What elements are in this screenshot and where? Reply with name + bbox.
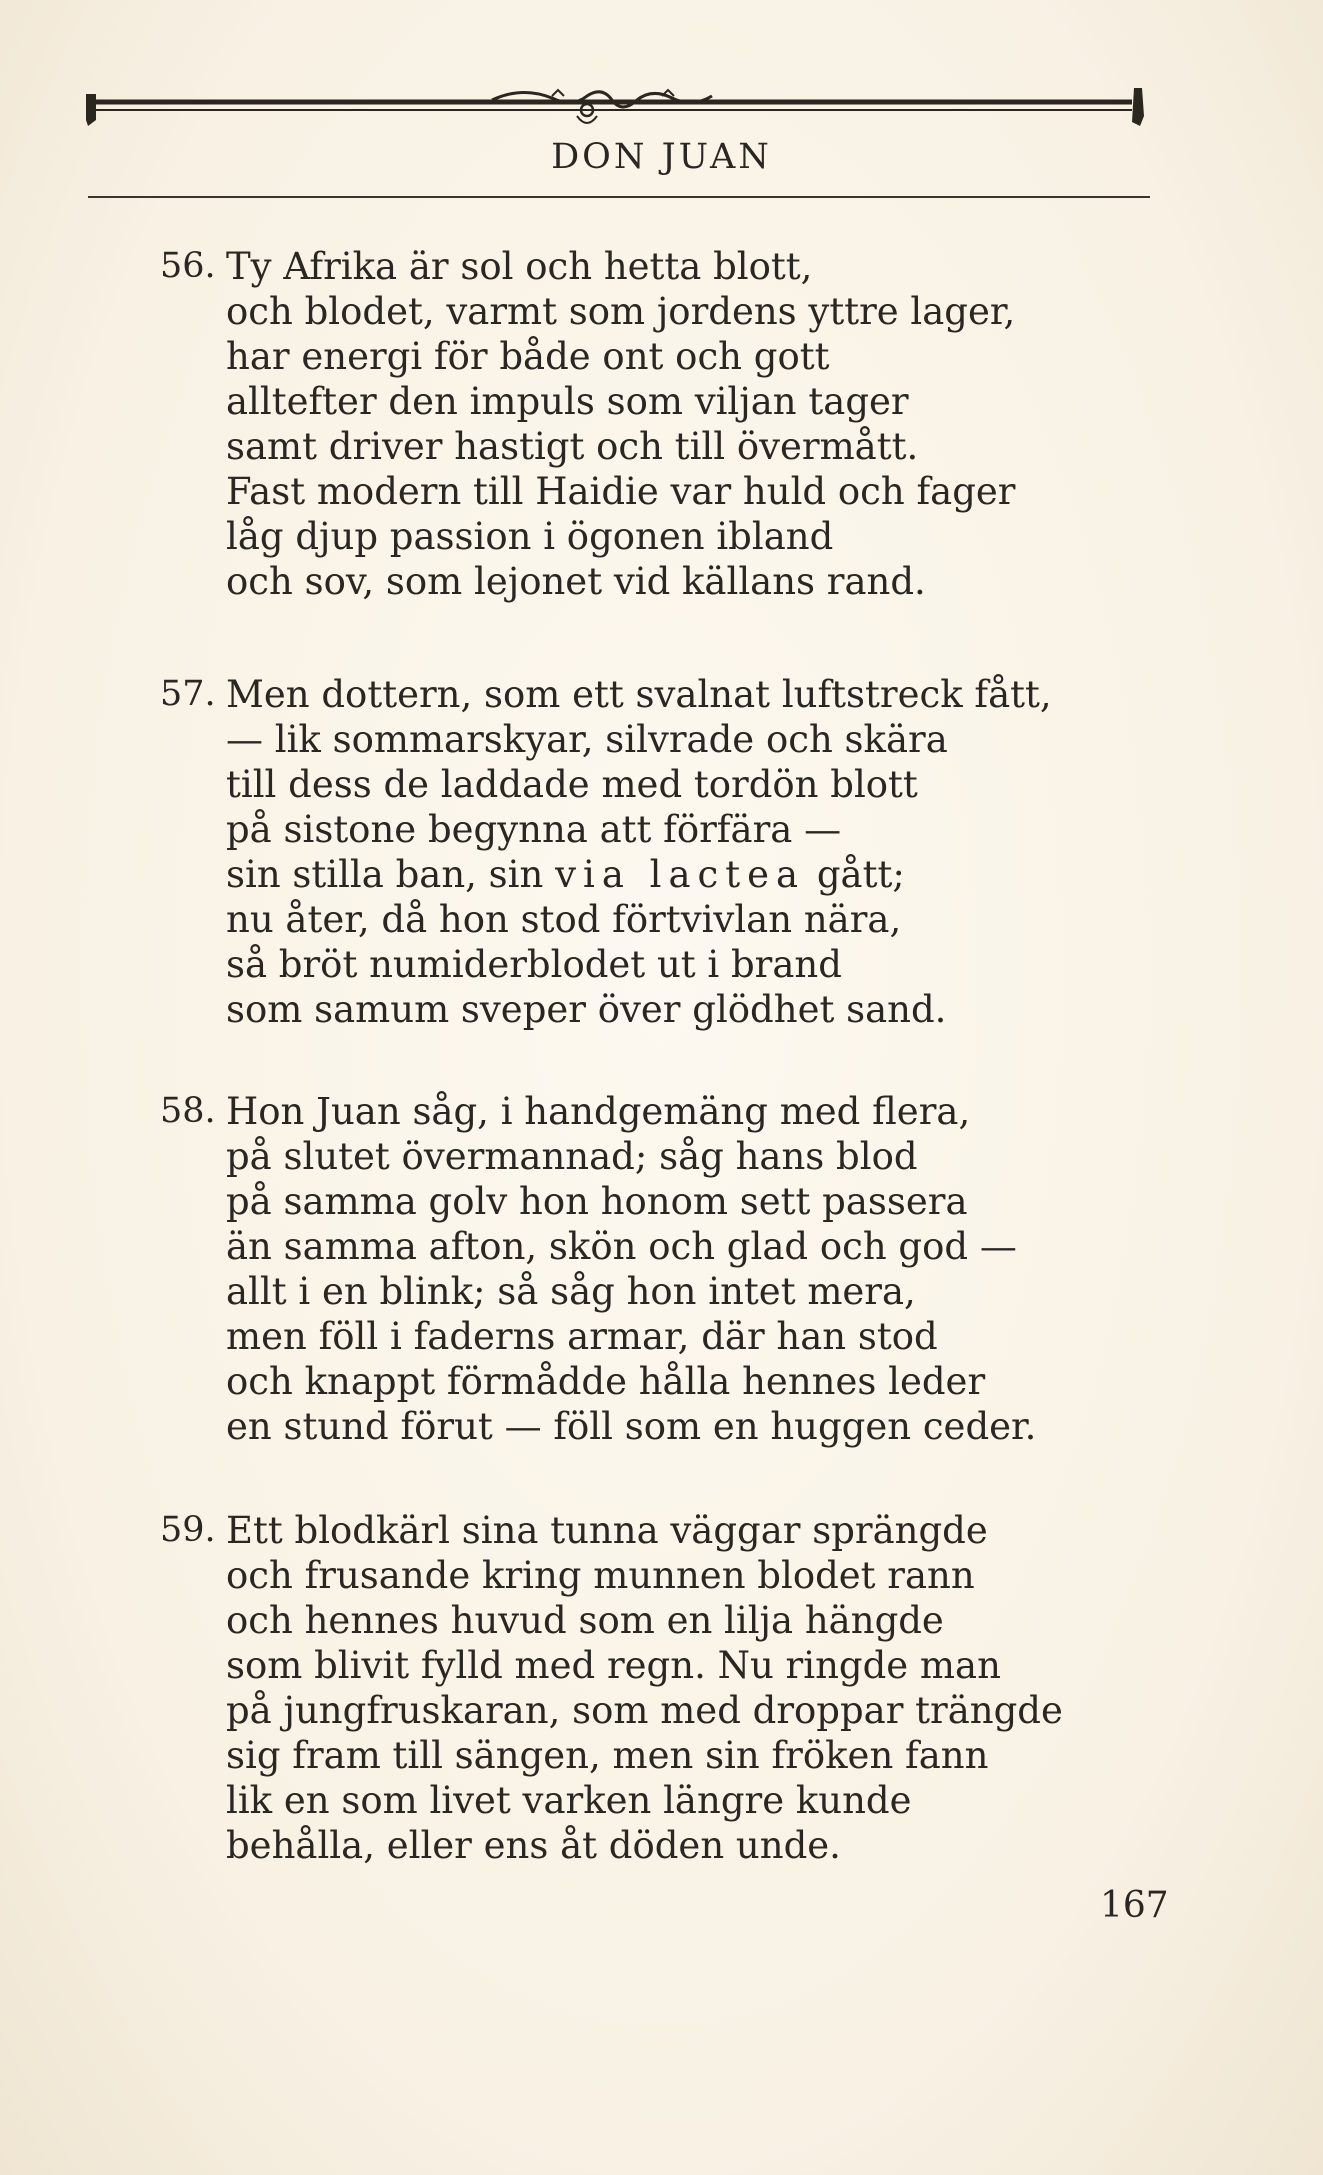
verse-line xyxy=(150,1508,1150,1553)
verse-line: som blivit fylld med regn. Nu ringde man xyxy=(226,1644,1001,1687)
verse-line: och sov, som lejonet vid källans rand. xyxy=(226,560,926,603)
verse-line: på jungfruskaran, som med droppar trängde xyxy=(226,1689,1063,1732)
verse-line xyxy=(150,244,1150,289)
verse-text-prefix: sin stilla ban, sin xyxy=(226,853,556,896)
page-number: 167 xyxy=(1100,1885,1169,1926)
stanza-number: 58. xyxy=(160,1091,216,1131)
verse-line: så bröt numiderblodet ut i brand xyxy=(226,943,842,986)
running-head: DON JUAN xyxy=(551,137,772,177)
verse-text: Ett blodkärl sina tunna väggar sprängde xyxy=(226,1509,988,1552)
verse-line: behålla, eller ens åt döden unde. xyxy=(226,1824,841,1867)
verse-line: och blodet, varmt som jordens yttre lager, xyxy=(226,290,1016,333)
latin-phrase: via lactea xyxy=(555,853,806,896)
verse-line: alltefter den impuls som viljan tager xyxy=(226,380,909,423)
verse-line: Fast modern till Haidie var huld och fager xyxy=(226,470,1016,513)
verse-line xyxy=(150,852,1150,897)
verse-line: som samum sveper över glödhet sand. xyxy=(226,988,947,1031)
stanza-number: 56. xyxy=(160,246,216,286)
stanza-number: 59. xyxy=(160,1510,216,1550)
verse-line: till dess de laddade med tordön blott xyxy=(226,763,918,806)
verse-line: och hennes huvud som en lilja hängde xyxy=(226,1599,944,1642)
verse-line: nu åter, då hon stod förtvivlan nära, xyxy=(226,898,902,941)
verse-text-suffix: gått; xyxy=(805,853,905,896)
verse-line: men föll i faderns armar, där han stod xyxy=(226,1315,938,1358)
verse-line: lik en som livet varken längre kunde xyxy=(226,1779,912,1822)
verse-text: Hon Juan såg, i handgemäng med flera, xyxy=(226,1090,971,1133)
stanza-57 xyxy=(150,672,1150,1032)
verse-line: än samma afton, skön och glad och god — xyxy=(226,1225,1017,1268)
verse-line: har energi för både ont och gott xyxy=(226,335,830,378)
verse-line: — lik sommarskyar, silvrade och skära xyxy=(226,718,948,761)
verse-line: en stund förut — föll som en huggen ceder. xyxy=(226,1405,1037,1448)
stanza-58 xyxy=(150,1089,1150,1449)
header-rule xyxy=(88,196,1150,198)
stanza-59 xyxy=(150,1508,1150,1868)
verse-line: och frusande kring munnen blodet rann xyxy=(226,1554,975,1597)
stanza-number: 57. xyxy=(160,674,216,714)
verse-line: på samma golv hon honom sett passera xyxy=(226,1180,968,1223)
verse-line: sig fram till sängen, men sin fröken fann xyxy=(226,1734,989,1777)
verse-line: allt i en blink; så såg hon intet mera, xyxy=(226,1270,916,1313)
verse-text: Ty Afrika är sol och hetta blott, xyxy=(226,245,813,288)
verse-line: låg djup passion i ögonen ibland xyxy=(226,515,834,558)
stanza-56 xyxy=(150,244,1150,604)
verse-line: på sistone begynna att förfära — xyxy=(226,808,842,851)
verse-line xyxy=(150,672,1150,717)
verse-line xyxy=(150,1089,1150,1134)
verse-line: på slutet övermannad; såg hans blod xyxy=(226,1135,918,1178)
verse-text: Men dottern, som ett svalnat luftstreck fått, xyxy=(226,673,1052,716)
verse-line: samt driver hastigt och till övermått. xyxy=(226,425,919,468)
verse-line: och knappt förmådde hålla hennes leder xyxy=(226,1360,986,1403)
